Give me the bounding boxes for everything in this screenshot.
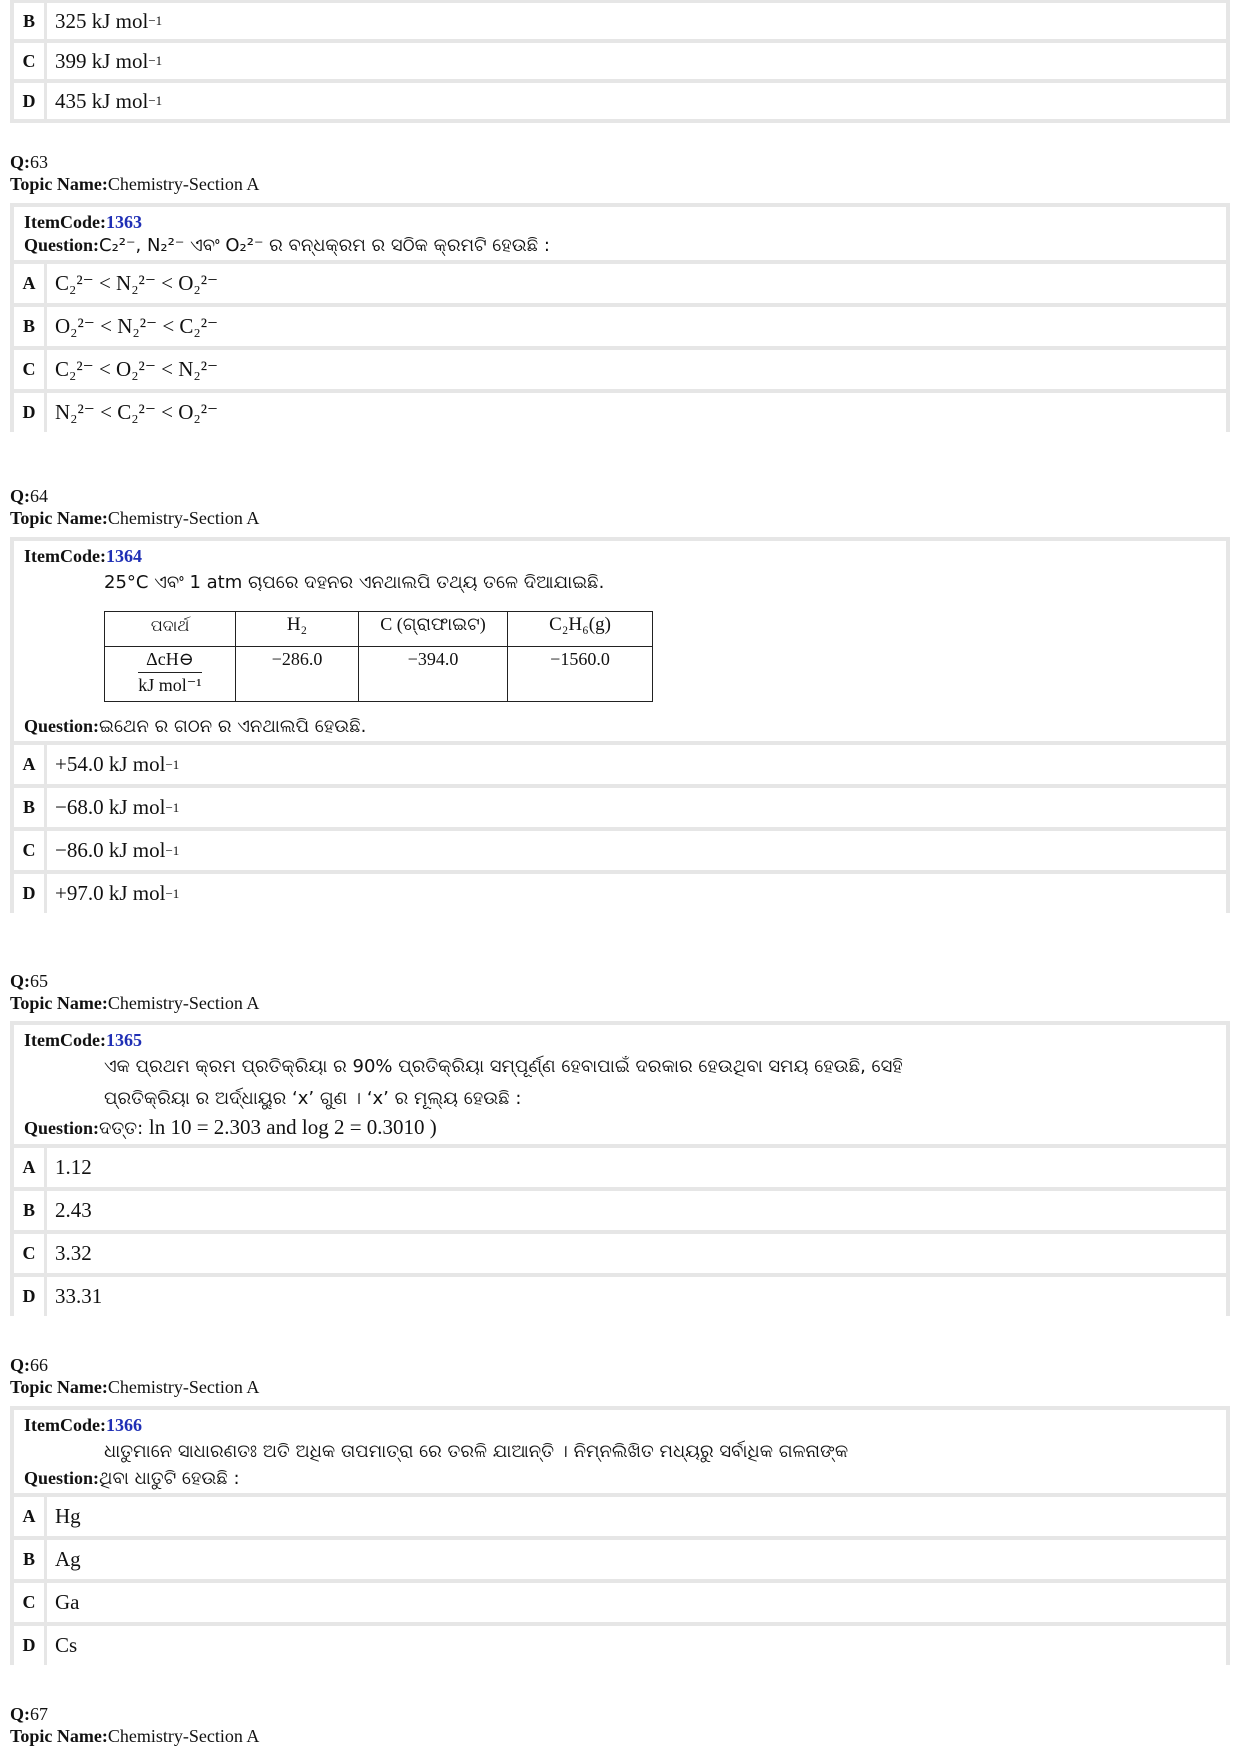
option-text: N₂²⁻ < C₂²⁻ < O₂²⁻ (47, 393, 1226, 432)
option-letter: B (14, 3, 44, 39)
question-body (14, 541, 1226, 741)
question-stem-line-1: ଏକ ପ୍ରଥମ କ୍ରମ ପ୍ରତିକ୍ରିୟା ର 90% ପ୍ରତିକ୍ରିୟା ସମ୍ପୂର୍ଣ୍ଣ ହେବାପାଇଁ ଦରକାର ହେଉଥିବା ସମୟ ହେଉଛି, ସେହି (104, 1056, 903, 1077)
option-text: 33.31 (47, 1277, 1226, 1316)
question-box-64 (10, 537, 1230, 913)
options-65 (14, 1148, 1226, 1316)
option-letter: B (14, 307, 44, 346)
option-letter: B (14, 788, 44, 827)
question-text: ଥିବା ଧାତୁଟି ହେଉଛି : (99, 1468, 240, 1489)
option-text: Hg (47, 1497, 1226, 1536)
option-letter: C (14, 43, 44, 79)
question-header-66 (10, 1354, 259, 1398)
question-header-65 (10, 970, 259, 1014)
option-text: 399 kJ mol −1 (47, 43, 1226, 79)
option-row[interactable] (14, 1234, 1226, 1273)
option-text: −68.0 kJ mol −1 (47, 788, 1226, 827)
option-text: C₂²⁻ < O₂²⁻ < N₂²⁻ (47, 350, 1226, 389)
question-line: Question:C₂²⁻, N₂²⁻ ଏବଂ O₂²⁻ ର ବନ୍ଧକ୍ରମ ର ସଠିକ କ୍ରମଟି ହେଉଛି : (24, 235, 550, 256)
question-body (14, 207, 1226, 260)
option-letter: C (14, 350, 44, 389)
table-cell: −286.0 (236, 647, 359, 702)
topic-name: Topic Name:Chemistry-Section A (10, 1726, 260, 1746)
prev-question-options (10, 0, 1230, 123)
fraction (138, 649, 202, 696)
option-row[interactable] (14, 350, 1226, 389)
option-text: +54.0 kJ mol −1 (47, 745, 1226, 784)
table-header-cell: ପଦାର୍ଥ (105, 612, 236, 647)
option-row[interactable] (14, 788, 1226, 827)
question-number: Q:66 (10, 1355, 48, 1375)
item-code: ItemCode:1363 (24, 212, 142, 232)
table-header-cell: C (ଗ୍ରାଫାଇଟ) (359, 612, 508, 647)
question-number: Q:67 (10, 1704, 48, 1724)
option-text: Ag (47, 1540, 1226, 1579)
options-64 (14, 745, 1226, 913)
option-text: 2.43 (47, 1191, 1226, 1230)
option-value: −68.0 kJ mol (55, 795, 166, 819)
question-text: ln 10 = 2.303 and log 2 = 0.3010 ) (148, 1115, 437, 1139)
option-row[interactable] (14, 1583, 1226, 1622)
option-row[interactable] (14, 3, 1226, 39)
option-row[interactable] (14, 1277, 1226, 1316)
option-letter: D (14, 393, 44, 432)
option-text: 435 kJ mol −1 (47, 83, 1226, 119)
option-text: C₂²⁻ < N₂²⁻ < O₂²⁻ (47, 264, 1226, 303)
topic-name: Topic Name:Chemistry-Section A (10, 993, 260, 1013)
option-row[interactable] (14, 264, 1226, 303)
option-text: 325 kJ mol −1 (47, 3, 1226, 39)
question-body (14, 1410, 1226, 1493)
question-number: Q:65 (10, 971, 48, 991)
question-line: Question:ଦତ୍ତ: ln 10 = 2.303 and log 2 = 0.3010 ) (24, 1115, 437, 1139)
option-letter: B (14, 1191, 44, 1230)
option-letter: C (14, 831, 44, 870)
table-row (105, 647, 653, 702)
options-66 (14, 1497, 1226, 1665)
option-row[interactable] (14, 831, 1226, 870)
option-letter: D (14, 874, 44, 913)
table-header-cell: H₂ (236, 612, 359, 647)
question-header-63 (10, 151, 259, 195)
option-row[interactable] (14, 874, 1226, 913)
option-letter: A (14, 1497, 44, 1536)
option-row[interactable] (14, 1626, 1226, 1665)
question-text: C₂²⁻, N₂²⁻ ଏବଂ O₂²⁻ ର ବନ୍ଧକ୍ରମ ର ସଠିକ କ୍ରମଟି ହେଉଛି : (99, 235, 550, 256)
options-63 (14, 264, 1226, 432)
question-number: Q:63 (10, 152, 48, 172)
option-text: O₂²⁻ < N₂²⁻ < C₂²⁻ (47, 307, 1226, 346)
option-text: −86.0 kJ mol −1 (47, 831, 1226, 870)
option-row[interactable] (14, 1497, 1226, 1536)
option-letter: D (14, 1626, 44, 1665)
question-stem: ଧାତୁମାନେ ସାଧାରଣତଃ ଅତି ଅଧିକ ତାପମାତ୍ରା ରେ ତରଳି ଯାଆନ୍ତି । ନିମ୍ନଲିଖିତ ମଧ୍ୟରୁ ସର୍ବାଧିକ ଗଳନାଙ୍କ (104, 1441, 849, 1462)
option-letter: A (14, 264, 44, 303)
item-code: ItemCode:1366 (24, 1415, 142, 1435)
question-box-66 (10, 1406, 1230, 1665)
question-number: Q:64 (10, 486, 48, 506)
option-value: −86.0 kJ mol (55, 838, 166, 862)
option-text: Cs (47, 1626, 1226, 1665)
option-row[interactable] (14, 393, 1226, 432)
table-header-row (105, 612, 653, 647)
question-header-67 (10, 1703, 259, 1747)
option-letter: A (14, 1148, 44, 1187)
question-box-63 (10, 203, 1230, 432)
option-text: Ga (47, 1583, 1226, 1622)
option-letter: D (14, 83, 44, 119)
option-value: 325 kJ mol (55, 8, 149, 33)
item-code: ItemCode:1365 (24, 1030, 142, 1050)
option-letter: B (14, 1540, 44, 1579)
question-box-65 (10, 1021, 1230, 1316)
question-stem-line-2: ପ୍ରତିକ୍ରିୟା ର ଅର୍ଦ୍ଧାୟୁର ‘x’ ଗୁଣ । ‘x’ ର ମୂଲ୍ୟ ହେଉଛି : (104, 1088, 522, 1109)
enthalpy-table (104, 611, 653, 702)
option-value: 435 kJ mol (55, 88, 149, 113)
option-text: +97.0 kJ mol −1 (47, 874, 1226, 913)
option-text: 1.12 (47, 1148, 1226, 1187)
option-row[interactable] (14, 307, 1226, 346)
fraction-denominator: kJ mol⁻¹ (138, 675, 202, 695)
table-row-label (105, 647, 236, 702)
option-row[interactable] (14, 1148, 1226, 1187)
question-body (14, 1025, 1226, 1144)
question-stem: 25°C ଏବଂ 1 atm ଚାପରେ ଦହନର ଏନଥାଲପି ତଥ୍ୟ ତଳେ ଦିଆଯାଇଛି. (104, 572, 605, 593)
table-cell: −1560.0 (508, 647, 653, 702)
question-line: Question:ଥିବା ଧାତୁଟି ହେଉଛି : (24, 1468, 240, 1489)
option-row[interactable] (14, 1540, 1226, 1579)
fraction-numerator: ΔcH⊖ (138, 649, 202, 673)
topic-name: Topic Name:Chemistry-Section A (10, 508, 260, 528)
question-line: Question:ଇଥେନ ର ଗଠନ ର ଏନଥାଲପି ହେଉଛି. (24, 716, 367, 737)
option-text: 3.32 (47, 1234, 1226, 1273)
option-row[interactable] (14, 43, 1226, 79)
item-code: ItemCode:1364 (24, 546, 142, 566)
option-letter: C (14, 1583, 44, 1622)
option-letter: D (14, 1277, 44, 1316)
question-header-64 (10, 485, 259, 529)
topic-name: Topic Name:Chemistry-Section A (10, 174, 260, 194)
option-row[interactable] (14, 83, 1226, 119)
option-row[interactable] (14, 745, 1226, 784)
option-value: 399 kJ mol (55, 48, 149, 73)
option-letter: C (14, 1234, 44, 1273)
option-row[interactable] (14, 1191, 1226, 1230)
question-prefix: ଦତ୍ତ: (99, 1118, 149, 1139)
option-value: +54.0 kJ mol (55, 752, 166, 776)
topic-name: Topic Name:Chemistry-Section A (10, 1377, 260, 1397)
table-header-cell: C₂H₆(g) (508, 612, 653, 647)
question-text: ଇଥେନ ର ଗଠନ ର ଏନଥାଲପି ହେଉଛି. (99, 716, 367, 737)
table-cell: −394.0 (359, 647, 508, 702)
option-letter: A (14, 745, 44, 784)
option-value: +97.0 kJ mol (55, 881, 166, 905)
